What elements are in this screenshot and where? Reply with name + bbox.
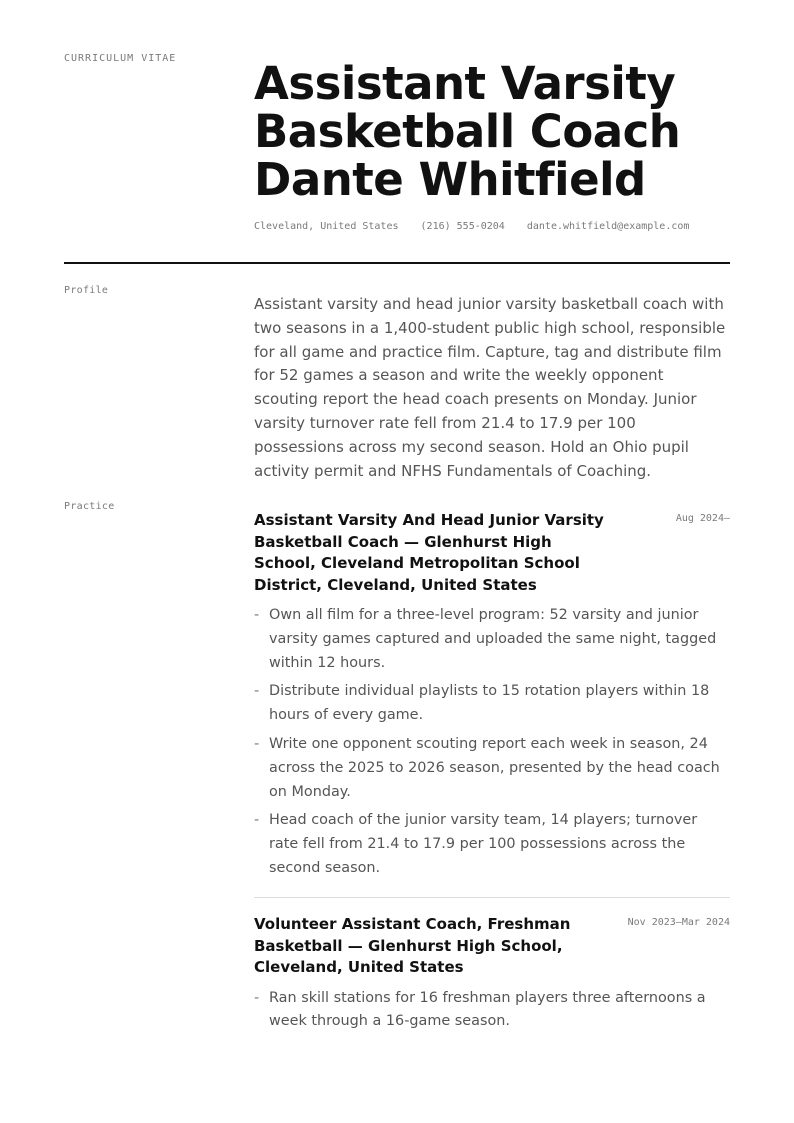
- profile-summary: Assistant varsity and head junior varsity basketball coach with two seasons in a 1,400-student public high school, responsible for all game and practice film. Capture, tag and distribute film for 52 games a season and write the weekly opponent scouting report the head coach presents on Monday. Junior varsity turnover rate fell from 21.4 to 17.9 per 100 possessions across my second season. Hold an Ohio pupil activity permit and NFHS Fundamentals of Coaching.: [254, 295, 726, 480]
- bullet-marker: -: [254, 735, 260, 752]
- list-item: [254, 680, 730, 728]
- bullet-marker: -: [254, 812, 260, 829]
- bullet-text: Head coach of the junior varsity team, 14 players; turnover rate fell from 21.4 to 17.9 per 100 possessions across the second season.: [269, 812, 698, 876]
- title-line: Assistant Varsity: [254, 57, 676, 110]
- bullet-text: Ran skill stations for 16 freshman players three afternoons a week through a 16-game season.: [269, 989, 706, 1030]
- section-label-profile: Profile: [64, 285, 109, 296]
- bullet-text: Distribute individual playlists to 15 rotation players within 18 hours of every game.: [269, 683, 710, 724]
- contact-line: [254, 221, 705, 232]
- job-title: Assistant Varsity And Head Junior Varsity Basketball Coach — Glenhurst High School, Cleveland Metropolitan School District, Cleveland, United States: [254, 511, 604, 594]
- title-line: Dante Whitfield: [254, 153, 646, 206]
- job-title: Volunteer Assistant Coach, Freshman Basketball — Glenhurst High School, Cleveland, United States: [254, 915, 571, 976]
- title-line: Basketball Coach: [254, 105, 681, 158]
- job-header: [254, 510, 730, 596]
- list-item: [254, 809, 730, 880]
- job-bullets: [254, 604, 730, 881]
- list-item: [254, 604, 730, 675]
- bullet-text: Write one opponent scouting report each week in season, 24 across the 2025 to 2026 season, presented by the head coach on Monday.: [269, 735, 720, 800]
- contact-email: dante.whitfield@example.com: [526, 221, 690, 232]
- job-dates: Aug 2024–: [675, 513, 730, 524]
- job-bullets: [254, 987, 730, 1035]
- job-header: [254, 914, 730, 979]
- page-title: [254, 57, 754, 206]
- bullet-text: Own all film for a three-level program: 52 varsity and junior varsity games captured and uploaded the same night, tagged within 12 hours.: [269, 607, 717, 671]
- section-label-practice: Practice: [64, 501, 115, 512]
- list-item: [254, 987, 730, 1035]
- job-divider: [254, 897, 730, 898]
- bullet-marker: -: [254, 607, 260, 623]
- list-item: [254, 733, 730, 804]
- contact-phone: (216) 555-0204: [420, 221, 505, 232]
- job-dates: Nov 2023–Mar 2024: [627, 917, 730, 928]
- header-divider: [64, 262, 730, 264]
- document-kicker: CURRICULUM VITAE: [64, 53, 177, 64]
- job-entry: [254, 510, 730, 886]
- bullet-marker: -: [254, 683, 260, 700]
- contact-location: Cleveland, United States: [254, 221, 399, 232]
- bullet-marker: -: [254, 989, 260, 1006]
- job-entry: [254, 914, 730, 1039]
